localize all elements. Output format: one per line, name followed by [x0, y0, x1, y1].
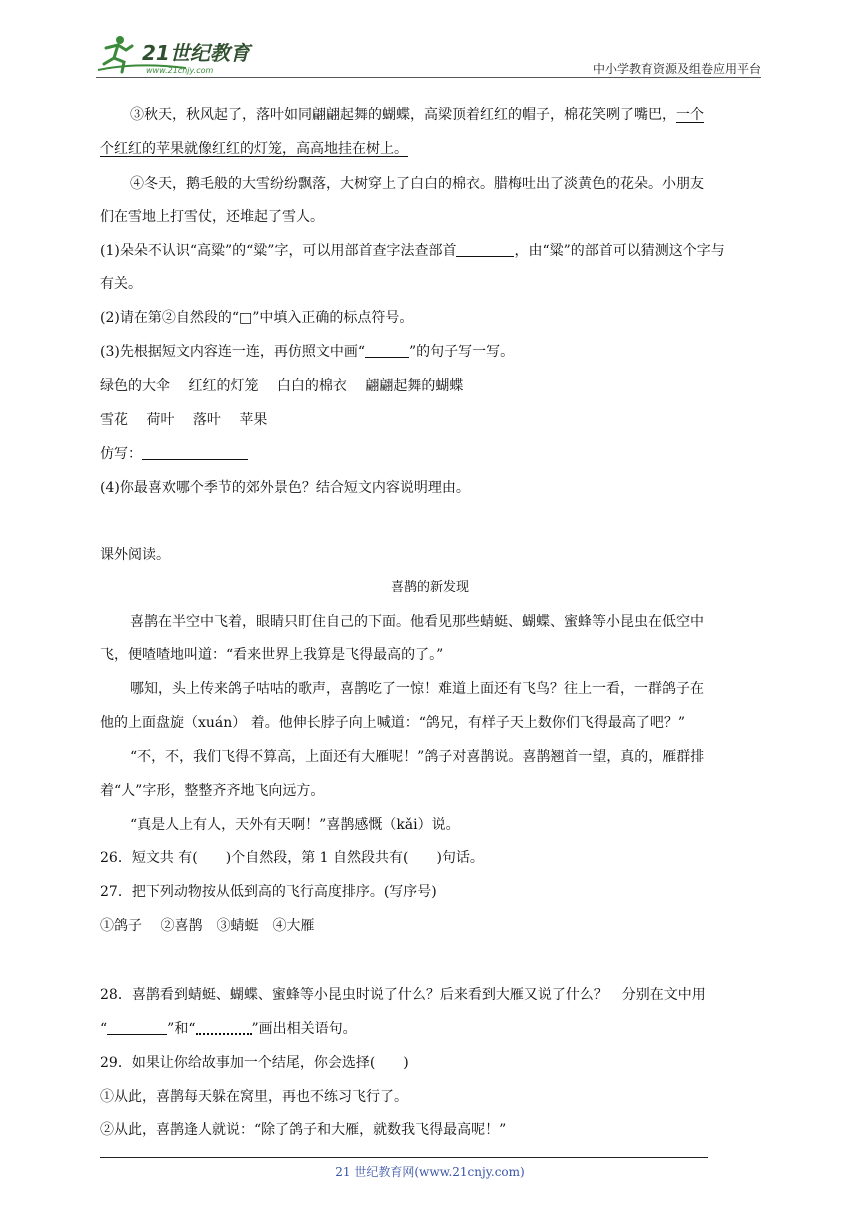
match-item[interactable]: 白白的棉衣	[276, 378, 347, 394]
quote-close: ”画出相关语句。	[251, 1021, 357, 1037]
page-header	[96, 34, 761, 78]
match-item[interactable]: 翩翩起舞的蝴蝶	[365, 378, 464, 394]
section-label: 课外阅读。	[100, 547, 170, 563]
question-1-line2: 有关。	[100, 276, 142, 292]
question-1-text-cont: ，由“粱”的部首可以猜测这个字与	[514, 243, 725, 259]
svg-text:21世纪教育: 21世纪教育	[142, 41, 250, 65]
story-p3-line1: “不，不，我们飞得不算高，上面还有大雁呢！”鸽子对喜鹊说。喜鹊翘首一望，真的，雁群排	[130, 749, 705, 765]
underline-sample-2	[196, 1019, 252, 1035]
question-29: 29．如果让你给故事加一个结尾，你会选择( )	[100, 1055, 409, 1071]
question-3	[100, 342, 514, 362]
story-p4: “真是人上有人，天外有天啊！”喜鹊感慨（kǎi）说。	[130, 817, 460, 833]
match-item[interactable]: 落叶	[192, 412, 221, 428]
imitate-label: 仿写：	[100, 446, 142, 462]
question-3-text-cont: ”的句子写一写。	[409, 344, 515, 360]
match-row-top	[100, 376, 463, 396]
paragraph-autumn-line1	[130, 105, 704, 125]
paragraph-autumn-line2	[100, 139, 408, 159]
svg-text:www.21cnjy.com: www.21cnjy.com	[146, 66, 214, 75]
header-divider	[96, 77, 761, 78]
paragraph-autumn-text: ③秋天，秋风起了，落叶如同翩翩起舞的蝴蝶，高梁顶着红红的帽子，棉花笑咧了嘴巴，	[130, 107, 676, 123]
match-item[interactable]: 苹果	[239, 412, 268, 428]
story-p2-line2: 他的上面盘旋（xuán） 着。他伸长脖子向上喊道：“鸽兄，有样子天上数你们飞得最高了吧？”	[100, 715, 686, 731]
question-28-line1: 28．喜鹊看到蜻蜓、蝴蝶、蜜蜂等小昆虫时说了什么？后来看到大雁又说了什么？ 分别在文中用	[100, 987, 706, 1003]
match-row-bottom	[100, 410, 267, 430]
match-item[interactable]: 雪花	[100, 412, 128, 428]
match-item[interactable]: 绿色的大伞	[100, 378, 170, 394]
question-1-line1	[100, 241, 725, 261]
underlined-sentence-start: 一个	[676, 107, 704, 123]
story-p1-line1: 喜鹊在半空中飞着，眼睛只盯住自己的下面。他看见那些蜻蜓、蝴蝶、蜜蜂等小昆虫在低空中	[130, 614, 704, 630]
quote-mid: ”和“	[167, 1021, 196, 1037]
question-3-text: (3)先根据短文内容连一连，再仿照文中画“	[100, 344, 365, 360]
underlined-sentence-end: 个红红的苹果就像红红的灯笼，高高地挂在树上。	[100, 141, 408, 157]
question-29-option-1[interactable]: ①从此，喜鹊每天躲在窝里，再也不练习飞行了。	[100, 1089, 408, 1105]
answer-blank[interactable]	[456, 242, 514, 257]
story-p1-line2: 飞，便喳喳地叫道：“看来世界上我算是飞得最高的了。”	[100, 647, 444, 663]
question-4: (4)你最喜欢哪个季节的郊外景色？结合短文内容说明理由。	[100, 480, 470, 496]
underline-sample	[365, 343, 409, 358]
paragraph-winter-line2: 们在雪地上打雪仗，还堆起了雪人。	[100, 209, 324, 225]
match-item[interactable]: 荷叶	[146, 412, 175, 428]
site-logo	[96, 34, 266, 78]
story-p2-line1: 哪知，头上传来鸽子咕咕的歌声，喜鹊吃了一惊！难道上面还有飞鸟？往上一看，一群鸽子在	[130, 681, 704, 697]
match-item[interactable]: 红红的灯笼	[188, 378, 259, 394]
question-1-text: (1)朵朵不认识“高粱”的“粱”字，可以用部首查字法查部首	[100, 243, 457, 259]
question-29-option-2[interactable]: ②从此，喜鹊逢人就说：“除了鸽子和大雁，就数我飞得最高呢！”	[100, 1122, 507, 1138]
story-title: 喜鹊的新发现	[390, 580, 469, 595]
imitate-line	[100, 444, 248, 464]
question-27: 27．把下列动物按从低到高的飞行高度排序。(写序号)	[100, 884, 437, 900]
paragraph-winter-line1: ④冬天，鹅毛般的大雪纷纷飘落，大树穿上了白白的棉衣。腊梅吐出了淡黄色的花朵。小朋友	[130, 176, 704, 192]
underline-sample-1	[107, 1020, 167, 1035]
story-p3-line2: 着“人”字形，整整齐齐地飞向远方。	[100, 783, 325, 799]
imitate-blank[interactable]	[142, 445, 248, 460]
question-2: (2)请在第②自然段的“□”中填入正确的标点符号。	[100, 310, 414, 326]
question-27-options: ①鸽子 ②喜鹊 ③蜻蜓 ④大雁	[100, 918, 315, 934]
question-26: 26．短文共 有( )个自然段，第 1 自然段共有( )句话。	[100, 850, 484, 866]
platform-name: 中小学教育资源及组卷应用平台	[592, 62, 761, 76]
question-28-line2	[100, 1019, 357, 1039]
footer-divider	[100, 1157, 708, 1158]
quote-open: “	[100, 1021, 108, 1037]
page-footer[interactable]: 21 世纪教育网(www.21cnjy.com)	[335, 1165, 525, 1179]
